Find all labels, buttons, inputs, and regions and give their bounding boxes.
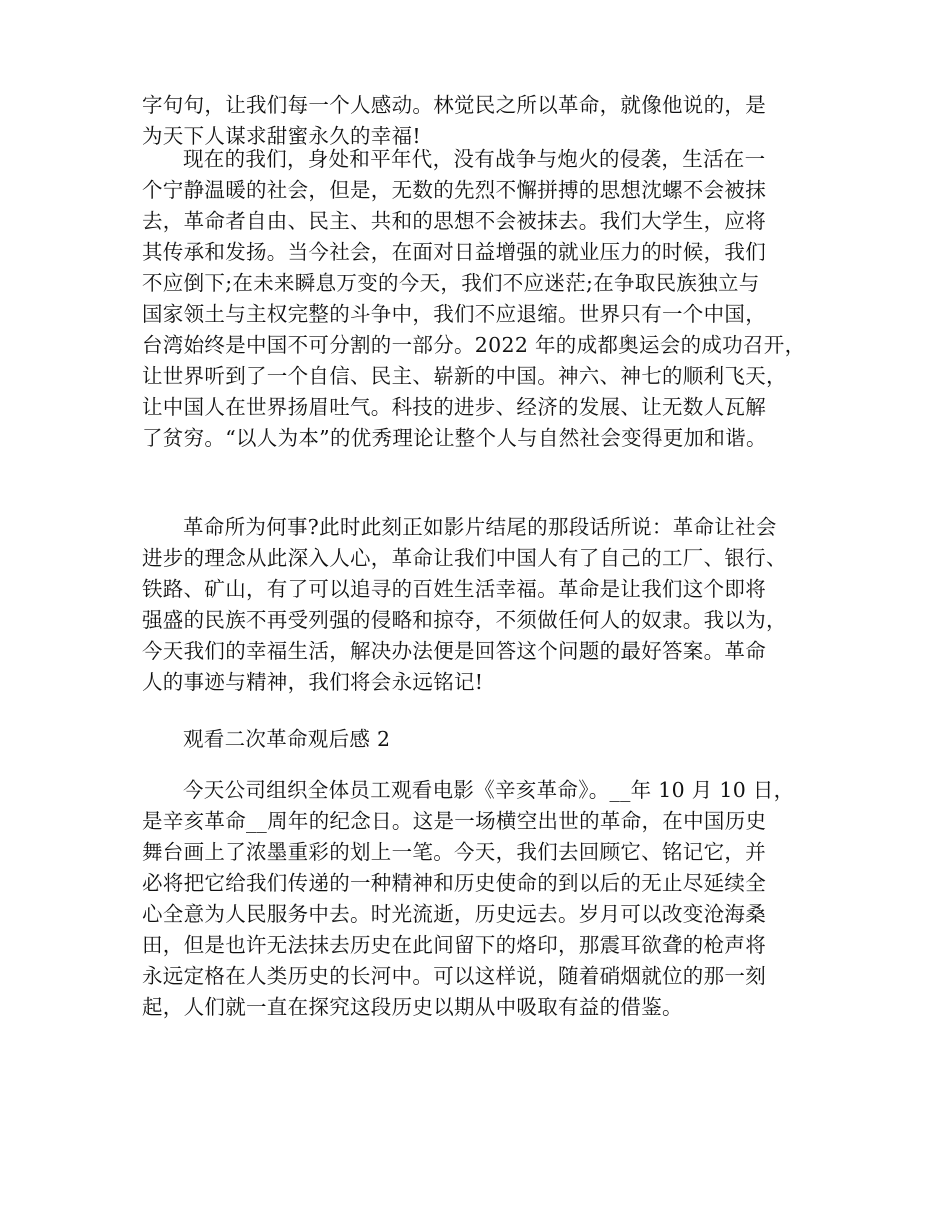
section-heading-text: 观看二次革命观后感 2 bbox=[183, 727, 391, 751]
paragraph-line: 今天公司组织全体员工观看电影《辛亥革命》。__年 10 月 10 日， bbox=[183, 778, 795, 802]
paragraph-2 bbox=[142, 144, 842, 454]
paragraph-line: 去，革命者自由、民主、共和的思想不会被抹去。我们大学生，应将 bbox=[142, 209, 766, 233]
paragraph-line: 现在的我们，身处和平年代，没有战争与炮火的侵袭，生活在一 bbox=[183, 147, 766, 171]
paragraph-line: 了贫穷。“以人为本”的优秀理论让整个人与自然社会变得更加和谐。 bbox=[142, 426, 767, 450]
paragraph-line: 不应倒下;在未来瞬息万变的今天，我们不应迷茫;在争取民族独立与 bbox=[142, 271, 760, 295]
paragraph-line: 田，但是也许无法抹去历史在此间留下的烙印，那震耳欲聋的枪声将 bbox=[142, 933, 766, 957]
paragraph-line: 其传承和发扬。当今社会，在面对日益增强的就业压力的时候，我们 bbox=[142, 240, 766, 264]
paragraph-1 bbox=[142, 90, 842, 152]
paragraph-line: 今天我们的幸福生活，解决办法便是回答这个问题的最好答案。革命 bbox=[142, 639, 766, 663]
paragraph-line: 心全意为人民服务中去。时光流逝，历史远去。岁月可以改变沧海桑 bbox=[142, 902, 766, 926]
paragraph-line: 舞台画上了浓墨重彩的划上一笔。今天，我们去回顾它、铭记它，并 bbox=[142, 840, 766, 864]
paragraph-line: 强盛的民族不再受列强的侵略和掠夺，不须做任何人的奴隶。我以为， bbox=[142, 608, 787, 632]
paragraph-line: 让世界听到了一个自信、民主、崭新的中国。神六、神七的顺利飞天， bbox=[142, 364, 787, 388]
paragraph-line: 革命所为何事?此时此刻正如影片结尾的那段话所说：革命让社会 bbox=[183, 515, 777, 539]
paragraph-5 bbox=[142, 775, 842, 1023]
paragraph-line: 让中国人在世界扬眉吐气。科技的进步、经济的发展、让无数人瓦解 bbox=[142, 395, 766, 419]
paragraph-line: 必将把它给我们传递的一种精神和历史使命的到以后的无止尽延续全 bbox=[142, 871, 766, 895]
paragraph-line: 国家领土与主权完整的斗争中，我们不应退缩。世界只有一个中国， bbox=[142, 302, 766, 326]
paragraph-line: 进步的理念从此深入人心，革命让我们中国人有了自己的工厂、银行、 bbox=[142, 546, 787, 570]
paragraph-line: 人的事迹与精神，我们将会永远铭记! bbox=[142, 670, 484, 694]
section-heading bbox=[142, 724, 842, 755]
paragraph-3 bbox=[142, 512, 842, 698]
paragraph-line: 为天下人谋求甜蜜永久的幸福! bbox=[142, 124, 421, 148]
paragraph-line: 是辛亥革命__周年的纪念日。这是一场横空出世的革命，在中国历史 bbox=[142, 809, 767, 833]
paragraph-line: 台湾始终是中国不可分割的一部分。2022 年的成都奥运会的成功召开， bbox=[142, 333, 806, 357]
paragraph-line: 起，人们就一直在探究这段历史以期从中吸取有益的借鉴。 bbox=[142, 995, 683, 1019]
paragraph-line: 字句句，让我们每一个人感动。林觉民之所以革命，就像他说的，是 bbox=[142, 93, 766, 117]
paragraph-line: 永远定格在人类历史的长河中。可以这样说，随着硝烟就位的那一刻 bbox=[142, 964, 766, 988]
paragraph-line: 个宁静温暖的社会，但是，无数的先烈不懈拼搏的思想沈螺不会被抹 bbox=[142, 178, 766, 202]
paragraph-line: 铁路、矿山，有了可以追寻的百姓生活幸福。革命是让我们这个即将 bbox=[142, 577, 766, 601]
